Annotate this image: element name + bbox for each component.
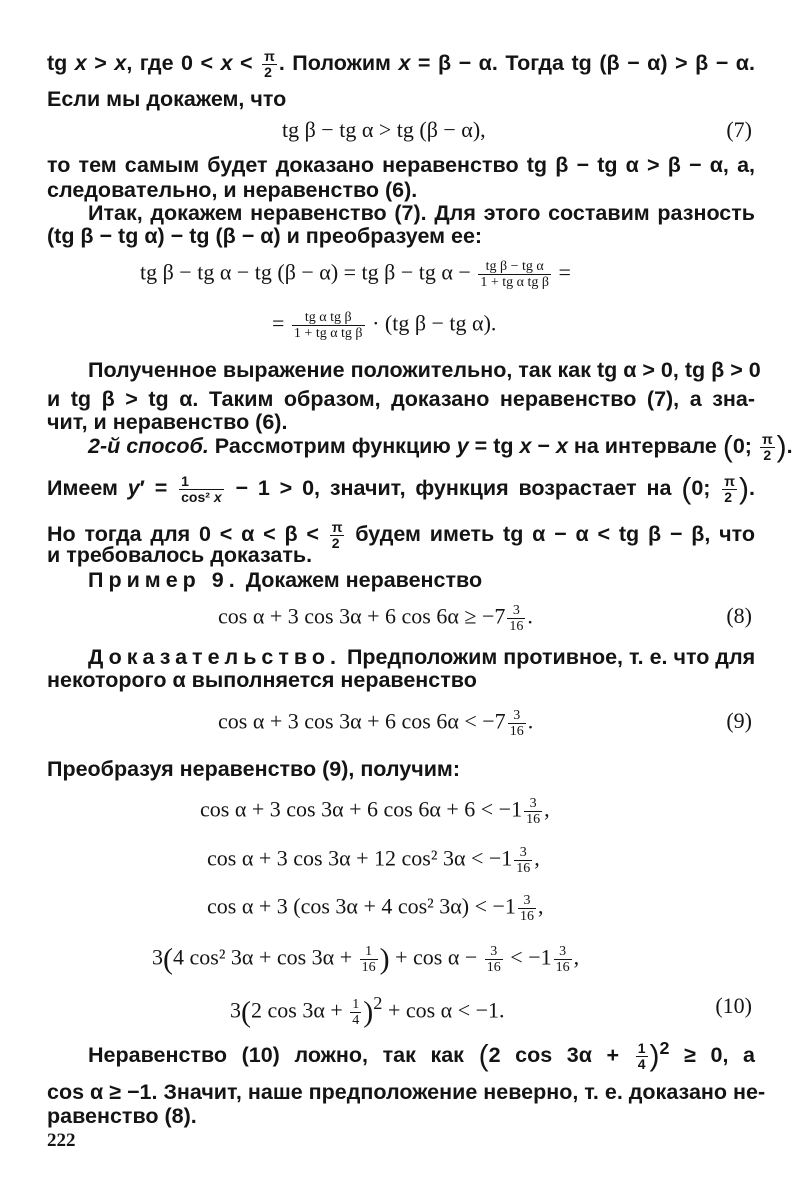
text-line: равенство (8).: [47, 1104, 197, 1128]
text-line: 2-й способ. Рассмотрим функцию y = tg x − x на интервале (0; $\frac{\pi}{2}$ ).: [88, 430, 793, 464]
equation-transform-2: = $\frac{\text{tg α tg β}}{\text{1 + tg α tg β}}$ · (tg β − tg α).: [272, 310, 497, 341]
equation-transform: tg β − tg α − tg (β − α) = tg β − tg α − $\frac{\text{tg β − tg α}}{\text{1 + tg α tg β}}$ =: [140, 259, 571, 290]
text-line: Доказательство. Предположим противное, т. е. что для: [88, 645, 756, 669]
text-line: и требовалось доказать.: [47, 543, 313, 567]
text-line: некоторого α выполняется неравенство: [47, 668, 477, 692]
example-heading: Пример 9. Докажем неравенство: [88, 568, 483, 592]
equation-number: (7): [726, 117, 752, 142]
equation-number: (8): [726, 603, 752, 628]
text-line: Но тогда для 0 < α < β < $\frac{\pi}{2}$ будем иметь tg α − α < tg β − β, что: [47, 519, 755, 551]
equation-step: 3(4 cos² 3α + cos 3α + $\frac{1}{16}$ ) + cos α − $\frac{3}{16}$ < −1 $\frac{3}{16}$ ,: [152, 942, 580, 976]
page-number: 222: [47, 1130, 76, 1151]
equation-step: cos α + 3 (cos 3α + 4 cos² 3α) < −1 $\frac{3}{16}$ ,: [207, 893, 544, 924]
equation-step: cos α + 3 cos 3α + 12 cos² 3α < −1 $\frac{3}{16}$ ,: [207, 845, 540, 876]
text-line: Неравенство (10) ложно, так как (2 cos 3α + $\frac{1}{4}$ )$^2$ ≥ 0, а: [88, 1038, 755, 1073]
equation-9: cos α + 3 cos 3α + 6 cos 6α < −7 $\frac{3}{16}$ .: [218, 708, 534, 739]
text-line: Преобразуя неравенство (9), получим:: [47, 757, 460, 781]
text-line: Если мы докажем, что: [47, 87, 287, 111]
equation-number: (9): [726, 708, 752, 733]
text-line: tg x > x, где 0 < x < $\frac{\pi}{2}$ . Положим x = β − α. Тогда tg (β − α) > β − α.: [47, 48, 755, 80]
text-line: Имеем y′ = $\frac{1}{\text{cos² x}}$ − 1 > 0, значит, функция возрастает на (0; $\frac{\pi}{2}$ ).: [47, 472, 755, 506]
text-line: (tg β − tg α) − tg (β − α) и преобразуем ее:: [47, 224, 483, 248]
method-label: 2-й способ.: [88, 434, 209, 459]
equation-8: cos α + 3 cos 3α + 6 cos 6α ≥ −7 $\frac{3}{16}$ .: [218, 603, 533, 634]
text-line: и tg β > tg α. Таким образом, доказано неравенство (7), а зна-: [47, 387, 755, 411]
proof-label: Доказательство.: [88, 645, 341, 669]
example-label: Пример 9.: [88, 568, 240, 592]
text-line: следовательно, и неравенство (6).: [47, 178, 418, 202]
equation-10: 3(2 cos 3α + $\frac{1}{4}$ )$^2$ + cos α < −1.: [230, 993, 505, 1029]
equation-number: (10): [715, 993, 752, 1018]
text-line: чит, и неравенство (6).: [47, 410, 288, 434]
text-line: cos α ≥ −1. Значит, наше предположение неверно, т. е. доказано не-: [47, 1080, 766, 1104]
text-line: Итак, докажем неравенство (7). Для этого составим разность: [88, 201, 755, 225]
equation-7: tg β − tg α > tg (β − α),: [282, 117, 486, 142]
text-line: то тем самым будет доказано неравенство tg β − tg α > β − α, а,: [47, 153, 755, 177]
equation-step: cos α + 3 cos 3α + 6 cos 6α + 6 < −1 $\frac{3}{16}$ ,: [200, 796, 550, 827]
text-line: Полученное выражение положительно, так как tg α > 0, tg β > 0: [88, 358, 761, 382]
